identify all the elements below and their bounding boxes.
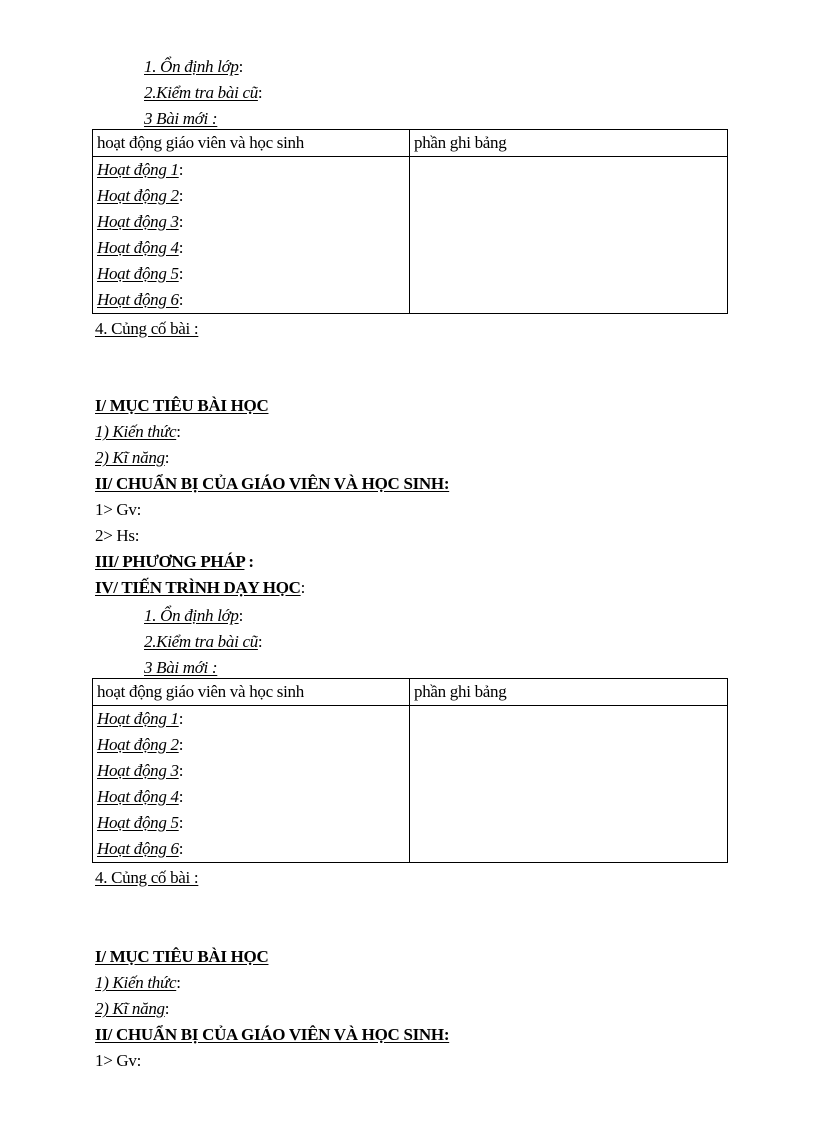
item-kien-thuc: 1) Kiến thức: bbox=[95, 422, 181, 441]
board-notes-cell bbox=[410, 157, 728, 314]
table-header-activities: hoạt động giáo viên và học sinh bbox=[93, 679, 410, 706]
activities-cell bbox=[93, 157, 410, 314]
activity-item: Hoạt động 6: bbox=[97, 290, 184, 309]
step-kiem-tra-bai-cu: 2.Kiểm tra bài cũ: bbox=[144, 83, 263, 102]
activity-item: Hoạt động 4: bbox=[97, 787, 184, 806]
step-cung-co-bai: 4. Củng cố bài : bbox=[95, 319, 199, 338]
heading-chuan-bi: II/ CHUẨN BỊ CỦA GIÁO VIÊN VÀ HỌC SINH: bbox=[95, 1025, 450, 1044]
step-bai-moi: 3 Bài mới : bbox=[144, 658, 218, 677]
activity-item: Hoạt động 3: bbox=[97, 761, 184, 780]
item-gv: 1> Gv: bbox=[95, 500, 142, 519]
step-on-dinh-lop: 1. Ổn định lớp: bbox=[144, 606, 244, 625]
table-row bbox=[93, 157, 728, 314]
activity-item: Hoạt động 2: bbox=[97, 735, 184, 754]
table-header-row bbox=[93, 679, 728, 706]
activity-item: Hoạt động 1: bbox=[97, 160, 184, 179]
activity-item: Hoạt động 2: bbox=[97, 186, 184, 205]
heading-chuan-bi: II/ CHUẨN BỊ CỦA GIÁO VIÊN VÀ HỌC SINH: bbox=[95, 474, 450, 493]
table-header-row bbox=[93, 130, 728, 157]
step-on-dinh-lop: 1. Ổn định lớp: bbox=[144, 57, 244, 76]
heading-phuong-phap: III/ PHƯƠNG PHÁP : bbox=[95, 552, 254, 571]
step-cung-co-bai: 4. Củng cố bài : bbox=[95, 868, 199, 887]
step-kiem-tra-bai-cu: 2.Kiểm tra bài cũ: bbox=[144, 632, 263, 651]
table-header-board-notes: phần ghi bảng bbox=[410, 679, 728, 706]
item-kien-thuc: 1) Kiến thức: bbox=[95, 973, 181, 992]
activity-item: Hoạt động 6: bbox=[97, 839, 184, 858]
item-gv: 1> Gv: bbox=[95, 1051, 142, 1070]
heading-muc-tieu: I/ MỤC TIÊU BÀI HỌC bbox=[95, 947, 269, 966]
heading-tien-trinh: IV/ TIẾN TRÌNH DẠY HỌC: bbox=[95, 578, 306, 597]
activity-item: Hoạt động 4: bbox=[97, 238, 184, 257]
item-ki-nang: 2) Kĩ năng: bbox=[95, 448, 170, 467]
activity-table bbox=[92, 129, 728, 314]
heading-muc-tieu: I/ MỤC TIÊU BÀI HỌC bbox=[95, 396, 269, 415]
table-row bbox=[93, 706, 728, 863]
activity-item: Hoạt động 5: bbox=[97, 264, 184, 283]
activity-item: Hoạt động 3: bbox=[97, 212, 184, 231]
step-bai-moi: 3 Bài mới : bbox=[144, 109, 218, 128]
table-header-board-notes: phần ghi bảng bbox=[410, 130, 728, 157]
activity-item: Hoạt động 1: bbox=[97, 709, 184, 728]
activities-cell bbox=[93, 706, 410, 863]
board-notes-cell bbox=[410, 706, 728, 863]
item-hs: 2> Hs: bbox=[95, 526, 140, 545]
table-header-activities: hoạt động giáo viên và học sinh bbox=[93, 130, 410, 157]
activity-item: Hoạt động 5: bbox=[97, 813, 184, 832]
activity-table bbox=[92, 678, 728, 863]
item-ki-nang: 2) Kĩ năng: bbox=[95, 999, 170, 1018]
